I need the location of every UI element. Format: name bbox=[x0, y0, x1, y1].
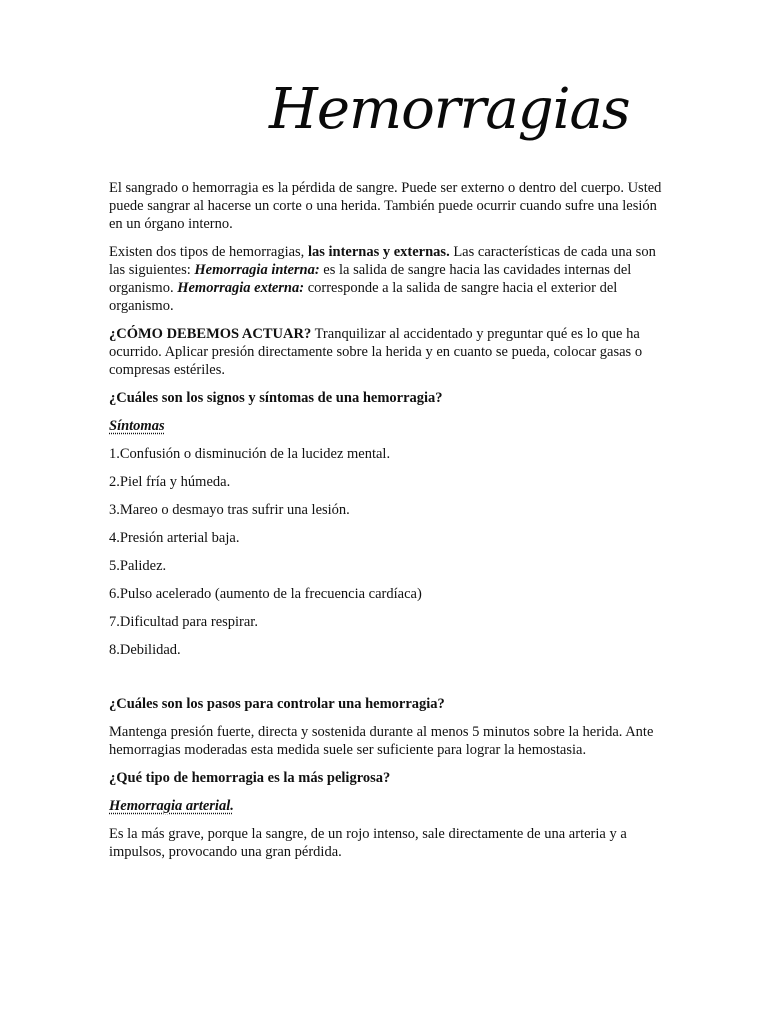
types-lead: Existen dos tipos de hemorragias, bbox=[109, 244, 308, 260]
action-paragraph bbox=[109, 325, 669, 379]
symptoms-heading: Síntomas bbox=[109, 418, 165, 434]
page-title: Hemorragias bbox=[269, 77, 630, 142]
external-label: Hemorragia externa: bbox=[177, 280, 305, 296]
types-paragraph bbox=[109, 243, 669, 315]
danger-heading: Hemorragia arterial. bbox=[109, 798, 234, 814]
types-lead-bold: las internas y externas. bbox=[307, 244, 450, 260]
section-spacer bbox=[109, 669, 669, 695]
list-item: 6.Pulso acelerado (aumento de la frecuencia cardíaca) bbox=[109, 586, 422, 602]
steps-paragraph: Mantenga presión fuerte, directa y sostenida durante al menos 5 minutos sobre la herida. Ante hemorragias moderadas esta medida suele ser suficiente para lograr la hemostasia. bbox=[109, 724, 654, 758]
list-item: 7.Dificultad para respirar. bbox=[109, 614, 258, 630]
internal-text: es la salida de sangre hacia las cavidades internas del organismo. bbox=[109, 262, 632, 296]
danger-heading-line bbox=[109, 797, 669, 815]
internal-label: Hemorragia interna: bbox=[194, 262, 320, 278]
symptoms-heading-line bbox=[109, 417, 669, 435]
list-item: 3.Mareo o desmayo tras sufrir una lesión. bbox=[109, 502, 350, 518]
signs-question: ¿Cuáles son los signos y síntomas de una hemorragia? bbox=[109, 390, 443, 406]
list-item: 2.Piel fría y húmeda. bbox=[109, 474, 231, 490]
symptoms-list bbox=[109, 445, 669, 659]
types-mid: Las características de cada una son las siguientes: bbox=[109, 244, 656, 278]
steps-question: ¿Cuáles son los pasos para controlar una hemorragia? bbox=[109, 696, 445, 712]
danger-question: ¿Qué tipo de hemorragia es la más peligrosa? bbox=[109, 770, 391, 786]
list-item: 1.Confusión o disminución de la lucidez mental. bbox=[109, 446, 391, 462]
danger-paragraph: Es la más grave, porque la sangre, de un rojo intenso, sale directamente de una arteria y a impulsos, provocando una gran pérdida. bbox=[109, 826, 627, 860]
list-item: 5.Palidez. bbox=[109, 558, 167, 574]
list-item: 4.Presión arterial baja. bbox=[109, 530, 240, 546]
external-text: corresponde a la salida de sangre hacia el exterior del organismo. bbox=[109, 280, 618, 314]
action-label: ¿CÓMO DEBEMOS ACTUAR? bbox=[109, 326, 312, 342]
action-text: Tranquilizar al accidentado y preguntar qué es lo que ha ocurrido. Aplicar presión directamente sobre la herida y en cuanto se pueda, colocar gasas o compresas estériles. bbox=[109, 326, 643, 378]
document-body bbox=[109, 179, 669, 871]
list-item: 8.Debilidad. bbox=[109, 642, 181, 658]
intro-paragraph: El sangrado o hemorragia es la pérdida de sangre. Puede ser externo o dentro del cuerpo. Usted puede sangrar al hacerse un corte o una herida. También puede ocurrir cuando sufre una lesión en un órgano interno. bbox=[109, 180, 662, 232]
